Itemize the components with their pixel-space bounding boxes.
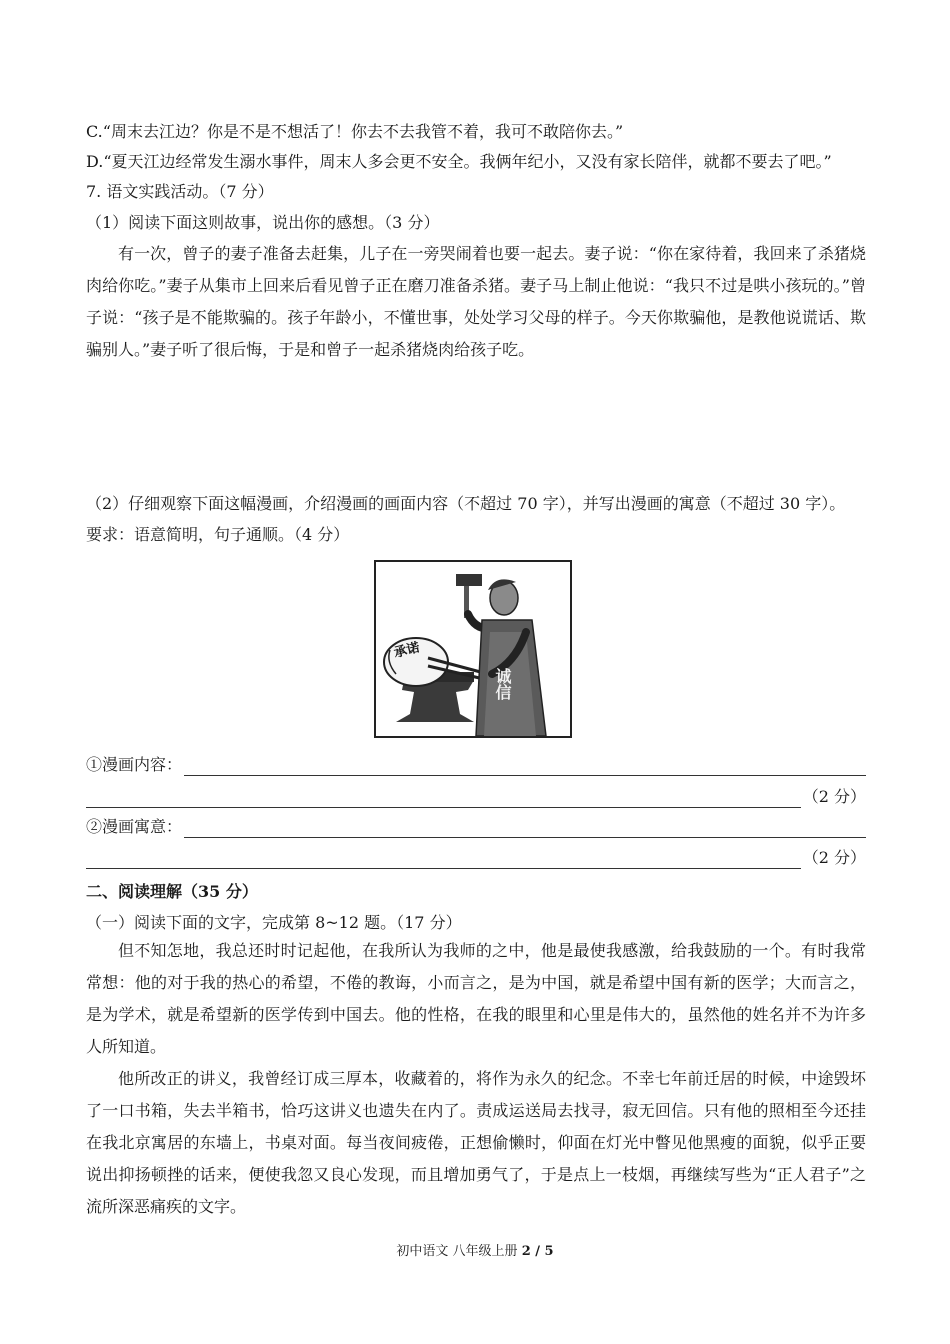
- question-7-part2-prompt: （2）仔细观察下面这幅漫画，介绍漫画的画面内容（不超过 70 字），并写出漫画的寓意（不超过 30 字）。: [86, 494, 846, 513]
- cartoon-meaning-label: ②漫画寓意：: [86, 817, 183, 836]
- cartoon-content-row: [86, 754, 866, 776]
- question-7-title: 7. 语文实践活动。（7 分）: [86, 182, 274, 201]
- story-paragraph: 有一次，曾子的妻子准备去赶集，儿子在一旁哭闹着也要一起去。妻子说：“你在家待着，我回来了杀猪烧肉给你吃。”妻子从集市上回来后看见曾子正在磨刀准备杀猪。妻子马上制止他说：“我只不过是哄小孩玩的。”曾子说：“孩子是不能欺骗的。孩子年龄小，不懂世事，处处学习父母的样子。今天你欺骗他，是教他说谎话、欺骗别人。”妻子听了很后悔，于是和曾子一起杀猪烧肉给孩子吃。: [86, 244, 866, 359]
- cartoon-meaning-answer-line[interactable]: [184, 822, 866, 838]
- reading-paragraph-1: 但不知怎地，我总还时时记起他，在我所认为我师的之中，他是最使我感激，给我鼓励的一个。有时我常常想：他的对于我的热心的希望，不倦的教诲，小而言之，是为中国，就是希望中国有新的医学；大而言之，是为学术，就是希望新的医学传到中国去。他的性格，在我的眼里和心里是伟大的，虽然他的姓名并不为许多人所知道。: [86, 941, 866, 1056]
- cartoon-image: [374, 560, 572, 738]
- question-7-part1-prompt: （1）阅读下面这则故事，说出你的感想。（3 分）: [86, 213, 440, 232]
- cartoon-meaning-score: （2 分）: [802, 848, 866, 867]
- cartoon-label-promise: 承诺: [392, 640, 422, 662]
- cartoon-content-answer-line[interactable]: [184, 760, 866, 776]
- cartoon-label-integrity: 诚信: [493, 668, 512, 700]
- cartoon-content-label: ①漫画内容：: [86, 755, 183, 774]
- cartoon-content-answer-line-2[interactable]: [86, 792, 801, 808]
- option-d: D.“夏天江边经常发生溺水事件，周末人多会更不安全。我俩年纪小，又没有家长陪伴，就都不要去了吧。”: [86, 152, 832, 171]
- footer-course: 初中语文 八年级上册: [396, 1244, 518, 1259]
- section-2-title: 二、阅读理解（35 分）: [86, 882, 258, 901]
- section-2-sub1-prompt: （一）阅读下面的文字，完成第 8~12 题。（17 分）: [86, 913, 462, 932]
- page-footer: [0, 1240, 950, 1259]
- question-7-part2-requirement: 要求：语意简明，句子通顺。（4 分）: [86, 525, 350, 544]
- cartoon-content-score: （2 分）: [802, 787, 866, 806]
- footer-page-number: 2 / 5: [521, 1244, 554, 1259]
- option-c: C.“周末去江边？你是不是不想活了！你去不去我管不着，我可不敢陪你去。”: [86, 122, 624, 141]
- cartoon-meaning-answer-line-2[interactable]: [86, 853, 801, 869]
- reading-paragraph-2: 他所改正的讲义，我曾经订成三厚本，收藏着的，将作为永久的纪念。不幸七年前迁居的时候，中途毁坏了一口书箱，失去半箱书，恰巧这讲义也遗失在内了。责成运送局去找寻，寂无回信。只有他的照相至今还挂在我北京寓居的东墙上，书桌对面。每当夜间疲倦，正想偷懒时，仰面在灯光中瞥见他黑瘦的面貌，似乎正要说出抑扬顿挫的话来，便使我忽又良心发现，而且增加勇气了，于是点上一枝烟，再继续写些为“正人君子”之流所深恶痛疾的文字。: [86, 1069, 866, 1216]
- cartoon-content-row-2: [86, 786, 866, 808]
- cartoon-meaning-row: [86, 816, 866, 838]
- cartoon-meaning-row-2: [86, 847, 866, 869]
